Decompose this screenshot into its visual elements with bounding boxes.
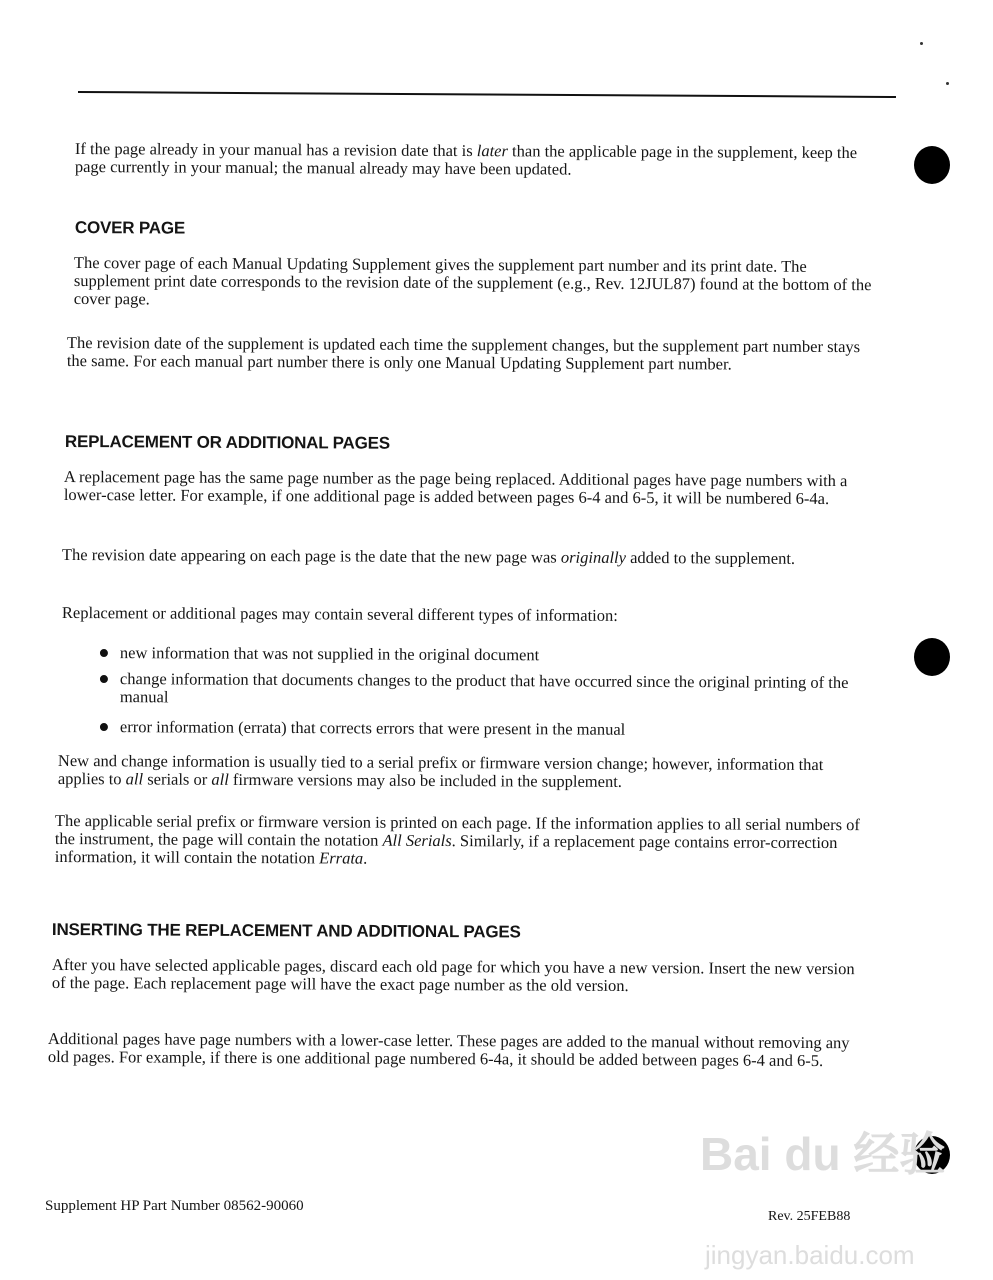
emphasis-text: later: [476, 141, 508, 161]
emphasis-text: Errata: [319, 848, 364, 868]
bullet-text: error information (errata) that corrects errors that were present in the manual: [119, 717, 626, 739]
text-segment: New and change information is usually tied to a serial prefix or firmware version change; however, information that applies to: [57, 751, 824, 789]
text-segment: . Similarly, if a replacement page contains error-correction information, it will contain the notation: [54, 831, 838, 868]
heading-cover-page: COVER PAGE: [74, 218, 186, 238]
paragraph-text: [62, 604, 867, 626]
heading-inserting-pages: INSERTING THE REPLACEMENT AND ADDITIONAL PAGES: [51, 920, 521, 942]
paragraph-text: [48, 1030, 853, 1070]
paragraph-replacement-2: [62, 546, 867, 568]
bullet-item: [100, 644, 890, 666]
footer-part-number: Supplement HP Part Number 08562-90060: [45, 1198, 304, 1214]
paragraph-text: [64, 468, 869, 508]
bullet-icon: [100, 675, 108, 683]
paragraph-text: [67, 334, 872, 374]
baidu-watermark-url: jingyan.baidu.com: [705, 1240, 915, 1270]
text-segment: A replacement page has the same page number as the page being replaced. Additional pages have page numbers with a lower-case letter. For example, if one additional page is added between pages 6-4 and 6-5, it will be numbered 6-4a.: [63, 467, 848, 509]
paragraph-text: [74, 254, 879, 312]
speck: [920, 42, 923, 45]
baidu-watermark-logo: Bai du 经验: [700, 1128, 946, 1180]
paragraph-cover-1: [74, 254, 879, 312]
text-segment: Replacement or additional pages may contain several different types of information:: [61, 603, 618, 625]
text-segment: added to the supplement.: [625, 547, 796, 568]
paragraph-text: [55, 812, 860, 870]
paragraph-text: [62, 546, 867, 568]
text-segment: firmware versions may also be included in the supplement.: [228, 769, 623, 791]
text-segment: The revision date of the supplement is updated each time the supplement changes, but the supplement part number stays the same. For each manual part number there is only one Manual Updating Supplement part number.: [66, 333, 861, 374]
bullet-item: [100, 670, 890, 710]
bullet-text: new information that was not supplied in the original document: [119, 643, 540, 665]
emphasis-text: all: [125, 769, 144, 789]
text-segment: The cover page of each Manual Updating Supplement gives the supplement part number and its print date. The supplement print date corresponds to the revision date of the supplement (e.g., Rev. 12JUL87) found at the bottom of the cover page.: [73, 253, 872, 309]
heading-replacement-pages: REPLACEMENT OR ADDITIONAL PAGES: [64, 432, 391, 453]
bullet-text: change information that documents changes to the product that have occurred since the original printing of the manual: [119, 669, 849, 707]
text-segment: If the page already in your manual has a revision date that is: [74, 139, 477, 161]
paragraph-cover-2: [67, 334, 872, 374]
text-segment: serials or: [143, 769, 212, 789]
bullet-icon: [100, 649, 108, 657]
text-segment: The applicable serial prefix or firmware version is printed on each page. If the information applies to all serial numbers of the instrument, the page will contain the notation: [54, 811, 861, 850]
paragraph-text: [58, 752, 863, 792]
paragraph-replacement-5: [55, 812, 860, 870]
bullet-icon: [100, 723, 108, 731]
paragraph-inserting-1: [52, 956, 857, 996]
header-rule: [78, 91, 896, 98]
emphasis-text: originally: [560, 547, 627, 567]
text-segment: .: [363, 848, 368, 868]
paragraph-replacement-4: [58, 752, 863, 792]
footer-revision: Rev. 25FEB88: [768, 1209, 851, 1224]
emphasis-text: All Serials: [382, 830, 452, 851]
text-segment: than the applicable page in the supplement, keep the page currently in your manual; the manual already may have been updated.: [74, 141, 858, 179]
punch-hole: [914, 146, 950, 184]
paragraph-replacement-3: [62, 604, 867, 626]
text-segment: Additional pages have page numbers with a lower-case letter. These pages are added to the manual without removing any old pages. For example, if there is one additional page numbered 6-4a, it should be added between pages 6-4 and 6-5.: [47, 1029, 850, 1071]
emphasis-text: all: [211, 769, 229, 789]
paragraph-inserting-2: [48, 1030, 853, 1070]
text-segment: After you have selected applicable pages, discard each old page for which you have a new version. Insert the new version of the page. Each replacement page will have the exact page number as the old version.: [51, 955, 855, 996]
speck: [946, 82, 949, 85]
paragraph-replacement-1: [64, 468, 869, 508]
bullet-item: [100, 718, 890, 740]
paragraph-text: [75, 140, 880, 180]
text-segment: The revision date appearing on each page is the date that the new page was: [61, 545, 561, 567]
paragraph-text: [52, 956, 857, 996]
punch-hole: [914, 638, 950, 676]
paragraph-intro: [75, 140, 880, 180]
